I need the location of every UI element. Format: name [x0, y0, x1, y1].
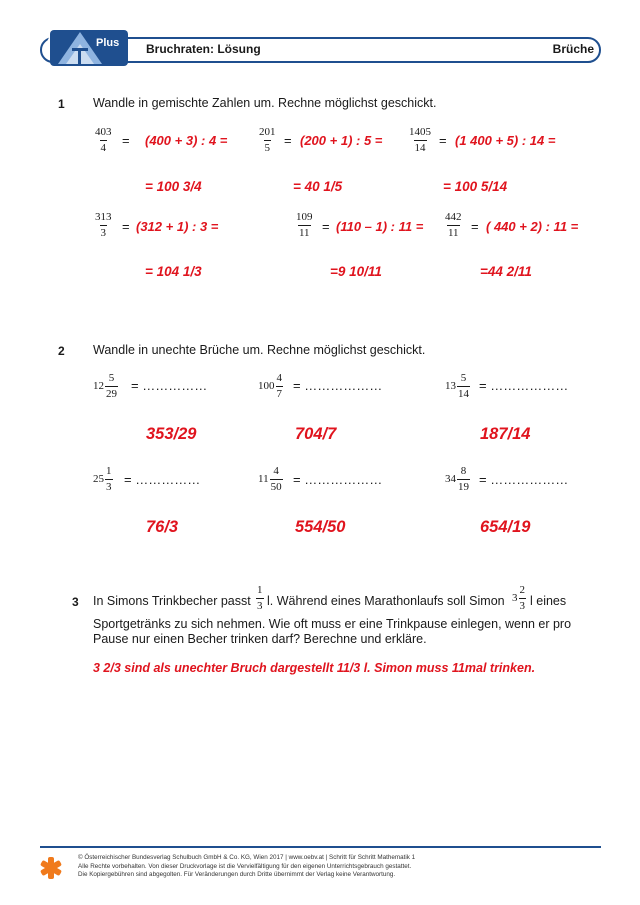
solution-answer: =44 2/11 — [480, 264, 532, 279]
answer-blank: = ……………… — [293, 472, 383, 487]
mixed-number: 34 8 19 — [445, 465, 469, 493]
solution-answer: 3 2/3 sind als unechter Bruch dargestellt 11/3 l. Simon muss 11mal trinken. — [93, 661, 536, 675]
fraction: $\frac{201}{5}$ — [259, 126, 276, 154]
solution-answer: =9 10/11 — [330, 264, 382, 279]
equals-sign: = — [122, 133, 130, 148]
task-text: In Simons Trinkbecher passt — [93, 594, 251, 608]
copyright-notice: © Österreichischer Bundesverlag Schulbuch GmbH & Co. KG, Wien 2017 | www.oebv.at | Schritt für Schritt Mathematik 1 Alle Rechte vorbehalten. Von dieser Druckvorlage ist die Vervielfältigung für den eigenen Unterrichtsgebrauch gestattet. Die Kopiergebühren sind abgegolten. Für Veränderungen durch Dritte übernimmt der Verlag keine Verantwortung. — [78, 854, 416, 879]
mixed-number: 12 5 29 — [93, 372, 117, 400]
answer-blank: = ……………… — [479, 378, 569, 393]
subject-label: Brüche — [552, 42, 594, 56]
equals-sign: = — [471, 219, 479, 234]
solution-step: (110 – 1) : 11 = — [336, 219, 424, 234]
fraction: $\frac{403}{4}$ — [95, 126, 112, 154]
equals-sign: = — [122, 219, 130, 234]
solution-answer: 704/7 — [295, 425, 337, 443]
solution-answer: 554/50 — [295, 518, 346, 536]
solution-answer: 353/29 — [146, 425, 197, 443]
task-instruction: Wandle in unechte Brüche um. Rechne möglichst geschickt. — [93, 343, 426, 357]
task-number: 3 — [72, 595, 79, 609]
answer-blank: = ……………… — [293, 378, 383, 393]
equals-sign: = — [322, 219, 330, 234]
mixed-number: 3 2 3 — [512, 584, 525, 612]
fraction: $\frac{1405}{14}$ — [409, 126, 431, 154]
solution-step: (1 400 + 5) : 14 = — [455, 133, 556, 148]
solution-answer: = 100 5/14 — [443, 179, 508, 194]
task-number: 2 — [58, 344, 65, 358]
fraction: $\frac{109}{11}$ — [296, 211, 313, 239]
solution-step: (312 + 1) : 3 = — [136, 219, 219, 234]
solution-step: (200 + 1) : 5 = — [300, 133, 383, 148]
task-text: l. Während eines Marathonlaufs soll Simon — [267, 594, 505, 608]
task-instruction: Wandle in gemischte Zahlen um. Rechne möglichst geschickt. — [93, 96, 437, 110]
mixed-number: 11 4 50 — [258, 465, 282, 493]
solution-answer: 76/3 — [146, 518, 179, 536]
svg-text:Plus: Plus — [96, 37, 120, 49]
footer-divider — [40, 846, 601, 848]
mixed-number: 100 4 7 — [258, 372, 282, 400]
task-text: Pause nur einen Becher trinken darf? Berechne und erkläre. — [93, 632, 427, 646]
task-number: 1 — [58, 97, 65, 111]
solution-answer: 654/19 — [480, 518, 531, 536]
solution-step: (400 + 3) : 4 = — [145, 133, 228, 148]
fraction: $\frac{442}{11}$ — [445, 211, 462, 239]
fraction: $\frac{1}{3}$ — [257, 584, 263, 612]
equals-sign: = — [284, 133, 292, 148]
solution-answer: = 100 3/4 — [145, 179, 202, 194]
page-title: Bruchraten: Lösung — [146, 42, 261, 56]
plus-logo-icon — [44, 24, 130, 70]
answer-blank: = ……………… — [479, 472, 569, 487]
task-text: l eines — [530, 594, 567, 608]
answer-blank: = …………… — [124, 472, 201, 487]
mixed-number: 13 5 14 — [445, 372, 469, 400]
solution-step: ( 440 + 2) : 11 = — [486, 219, 579, 234]
solution-answer: = 104 1/3 — [145, 264, 202, 279]
mixed-number: 25 1 3 — [93, 465, 112, 493]
solution-answer: = 40 1/5 — [293, 179, 343, 194]
solution-answer: 187/14 — [480, 425, 531, 443]
fraction: $\frac{313}{3}$ — [95, 211, 112, 239]
equals-sign: = — [439, 133, 447, 148]
answer-blank: = …………… — [131, 378, 208, 393]
task-text: Sportgetränks zu sich nehmen. Wie oft muss er eine Trinkpause einlegen, wenn er pro — [93, 617, 572, 631]
publisher-logo-icon — [38, 855, 64, 881]
